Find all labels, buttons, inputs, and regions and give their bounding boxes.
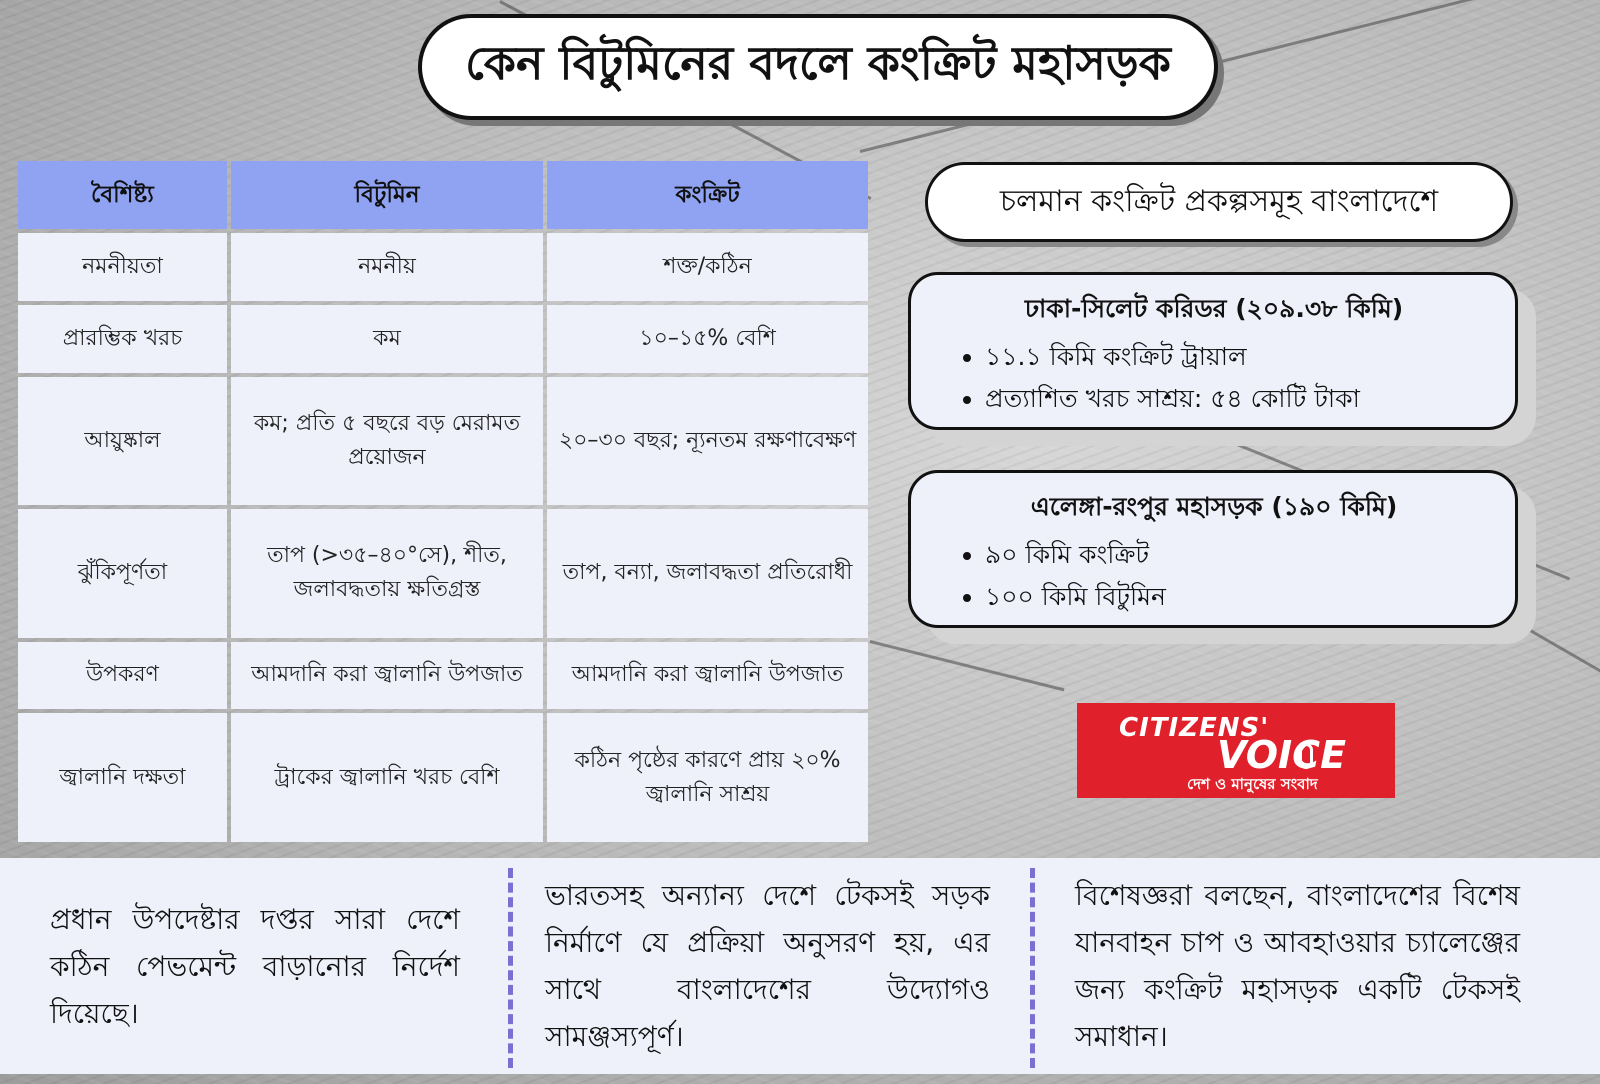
project-card-dhaka-sylhet	[908, 272, 1518, 430]
project-point: • প্রত্যাশিত খরচ সাশ্রয়: ৫৪ কোটি টাকা	[985, 378, 1495, 420]
project-point: • ১০০ কিমি বিটুমিন	[985, 576, 1495, 618]
feature-cell: প্রারম্ভিক খরচ	[18, 305, 227, 373]
logo-line1: CITIZENS'	[1119, 713, 1270, 743]
project-points	[963, 336, 1495, 420]
project-point: • ১১.১ কিমি কংক্রিট ট্রায়াল	[985, 336, 1495, 378]
note-column-3	[1075, 858, 1520, 1074]
project-title: ঢাকা-সিলেট করিডর (২০৯.৩৮ কিমি)	[1024, 294, 1404, 323]
project-card-elenga-rangpur	[908, 470, 1518, 628]
feature-cell: ঝুঁকিপূর্ণতা	[18, 509, 227, 638]
project-points	[963, 534, 1495, 618]
bitumen-cell: নমনীয়	[231, 233, 543, 301]
bitumen-cell: কম; প্রতি ৫ বছরে বড় মেরামত প্রয়োজন	[231, 377, 543, 506]
road-joint-line	[870, 640, 1065, 691]
feature-cell: নমনীয়তা	[18, 233, 227, 301]
note-text: ভারতসহ অন্যান্য দেশে টেকসই সড়ক নির্মাণে যে প্রক্রিয়া অনুসরণ হয়, এর সাথে বাংলাদেশের উদ্যোগও সামঞ্জস্যপূর্ণ।	[545, 879, 990, 1053]
note-column-2	[545, 858, 990, 1074]
feature-cell: জ্বালানি দক্ষতা	[18, 713, 227, 842]
concrete-cell: ১০–১৫% বেশি	[547, 305, 868, 373]
column-divider	[1030, 868, 1035, 1068]
microphone-icon	[1299, 743, 1313, 769]
header-bitumen: বিটুমিন	[231, 161, 543, 229]
note-text: প্রধান উপদেষ্টার দপ্তর সারা দেশে কঠিন পেভমেন্ট বাড়ানোর নির্দেশ দিয়েছে।	[50, 902, 460, 1030]
header-concrete: কংক্রিট	[547, 161, 868, 229]
note-text: বিশেষজ্ঞরা বলছেন, বাংলাদেশের বিশেষ যানবাহন চাপ ও আবহাওয়ার চ্যালেঞ্জের জন্য কংক্রিট মহাসড়ক একটি টেকসই সমাধান।	[1075, 879, 1520, 1053]
page-title: কেন বিটুমিনের বদলে কংক্রিট মহাসড়ক	[418, 14, 1218, 120]
logo-line2: VOICE	[1217, 733, 1347, 777]
concrete-cell: শক্ত/কঠিন	[547, 233, 868, 301]
table-row	[18, 509, 868, 638]
logo-tagline: দেশ ও মানুষের সংবাদ	[1187, 775, 1318, 793]
table-row	[18, 305, 868, 373]
projects-heading: চলমান কংক্রিট প্রকল্পসমূহ বাংলাদেশে	[925, 162, 1513, 242]
concrete-cell: ২০–৩০ বছর; ন্যূনতম রক্ষণাবেক্ষণ	[547, 377, 868, 506]
bitumen-cell: আমদানি করা জ্বালানি উপজাত	[231, 642, 543, 710]
bitumen-cell: কম	[231, 305, 543, 373]
bottom-notes	[0, 858, 1600, 1074]
concrete-cell: তাপ, বন্যা, জলাবদ্ধতা প্রতিরোধী	[547, 509, 868, 638]
header-feature: বৈশিষ্ট্য	[18, 161, 227, 229]
table-row	[18, 377, 868, 506]
concrete-cell: কঠিন পৃষ্ঠের কারণে প্রায় ২০% জ্বালানি সাশ্রয়	[547, 713, 868, 842]
citizens-voice-logo	[1077, 703, 1395, 798]
project-point: • ৯০ কিমি কংক্রিট	[985, 534, 1495, 576]
table-row	[18, 233, 868, 301]
feature-cell: উপকরণ	[18, 642, 227, 710]
comparison-table	[14, 157, 872, 846]
table-header-row	[18, 161, 868, 229]
column-divider	[508, 868, 513, 1068]
bitumen-cell: ট্রাকের জ্বালানি খরচ বেশি	[231, 713, 543, 842]
table-row	[18, 642, 868, 710]
bitumen-cell: তাপ (>৩৫–৪০°সে), শীত, জলাবদ্ধতায় ক্ষতিগ্রস্ত	[231, 509, 543, 638]
concrete-cell: আমদানি করা জ্বালানি উপজাত	[547, 642, 868, 710]
project-title: এলেঙ্গা-রংপুর মহাসড়ক (১৯০ কিমি)	[1030, 492, 1398, 521]
note-column-1	[50, 858, 460, 1074]
feature-cell: আয়ুষ্কাল	[18, 377, 227, 506]
table-row	[18, 713, 868, 842]
